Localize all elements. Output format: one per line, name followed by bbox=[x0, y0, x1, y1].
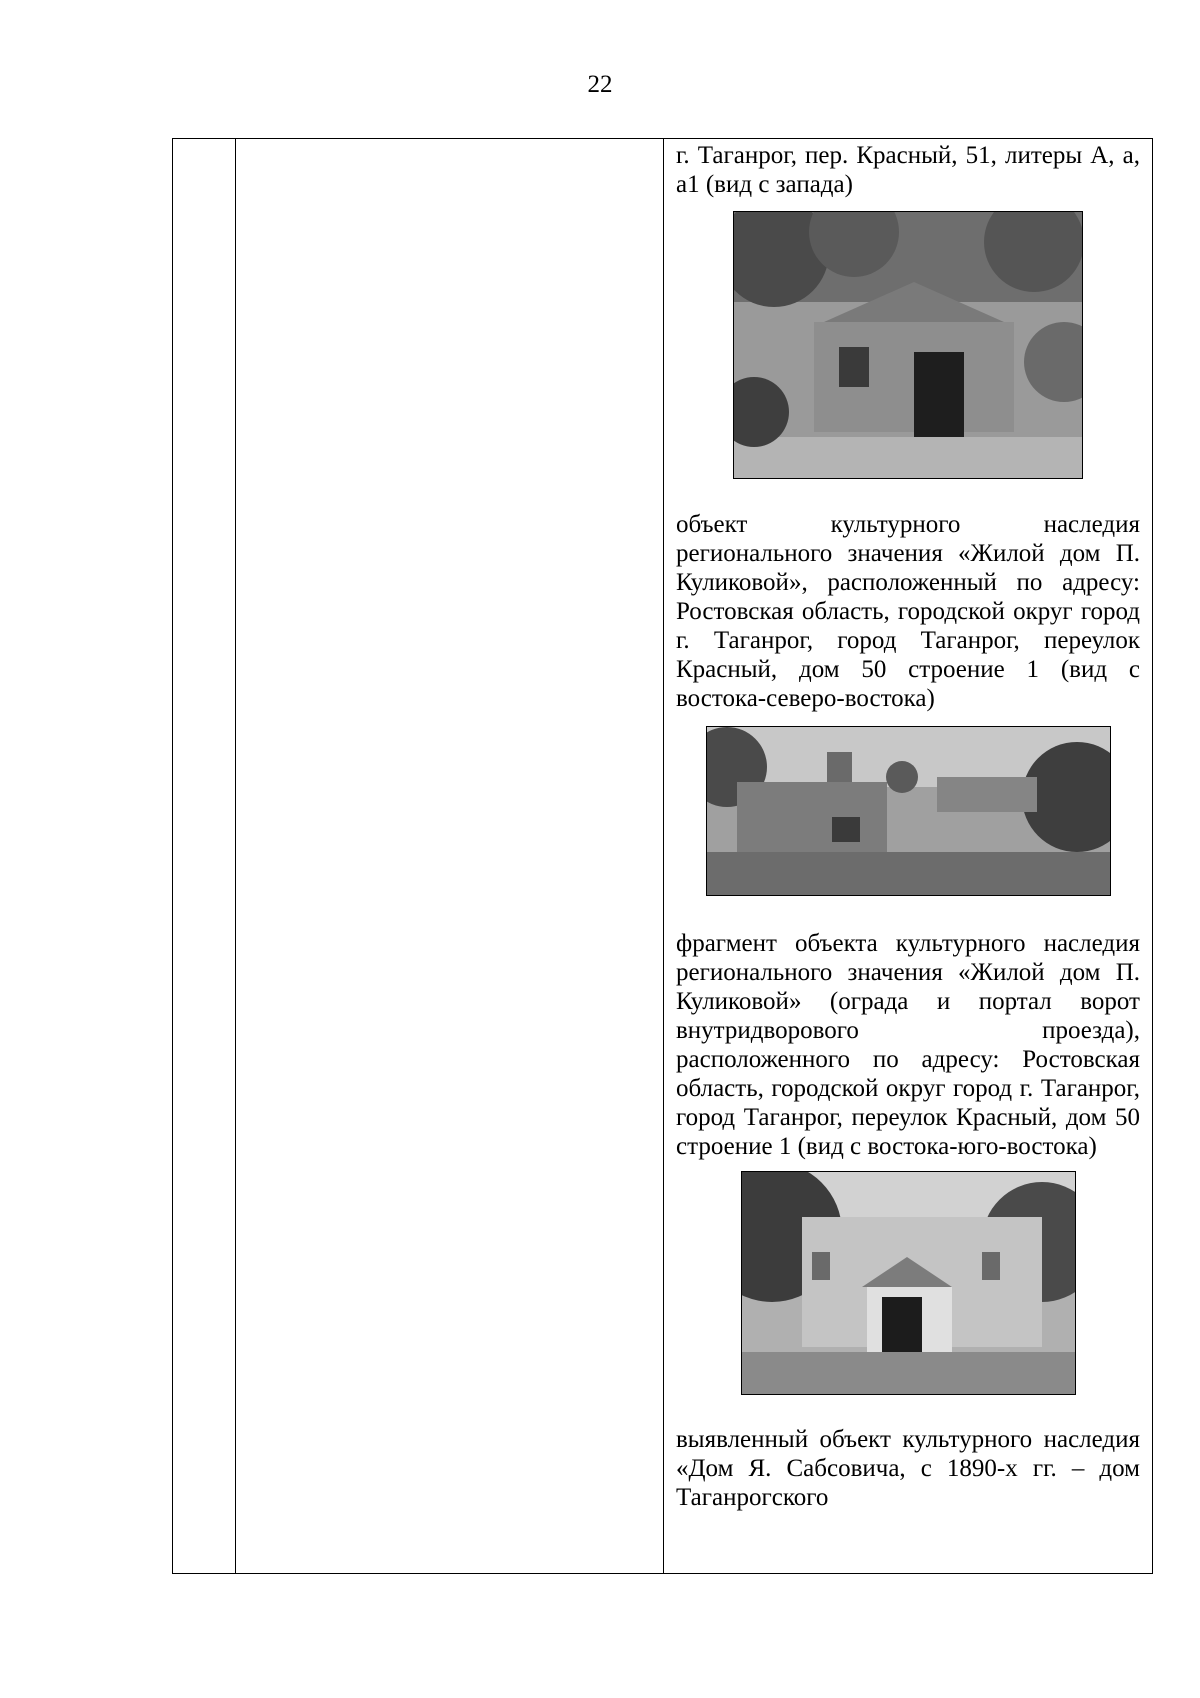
caption-3: фрагмент объекта культурного наследия регионального значения «Жилой дом П. Куликовой» (ограда и портал ворот внутридворового проезда), расположенного по адресу: Ростовская область, городской округ город г. Таганрог, город Таганрог, переулок Красный, дом 50 строение 1 (вид с востока-юго-востока) bbox=[676, 930, 1140, 1160]
name-cell bbox=[236, 139, 664, 1574]
caption-1: г. Таганрог, пер. Красный, 51, литеры А, а, а1 (вид с запада) bbox=[676, 142, 1140, 198]
description-cell bbox=[664, 139, 1153, 1574]
objects-table bbox=[172, 138, 1153, 1574]
photo-house-west-view bbox=[733, 211, 1083, 479]
photo-kulikova-house bbox=[706, 726, 1111, 896]
table-row bbox=[173, 139, 1153, 1574]
page-number: 22 bbox=[587, 71, 613, 98]
caption-2: объект культурного наследия регионального значения «Жилой дом П. Куликовой», расположенный по адресу: Ростовская область, городской округ город г. Таганрог, город Таганрог, переулок Красный, дом 50 строение 1 (вид с востока-северо-востока) bbox=[676, 511, 1140, 712]
caption-4: выявленный объект культурного наследия «Дом Я. Сабсовича, с 1890-х гг. – дом Таганрогского bbox=[676, 1426, 1140, 1511]
photo-kulikova-fence-portal bbox=[741, 1171, 1076, 1395]
number-cell bbox=[173, 139, 236, 1574]
